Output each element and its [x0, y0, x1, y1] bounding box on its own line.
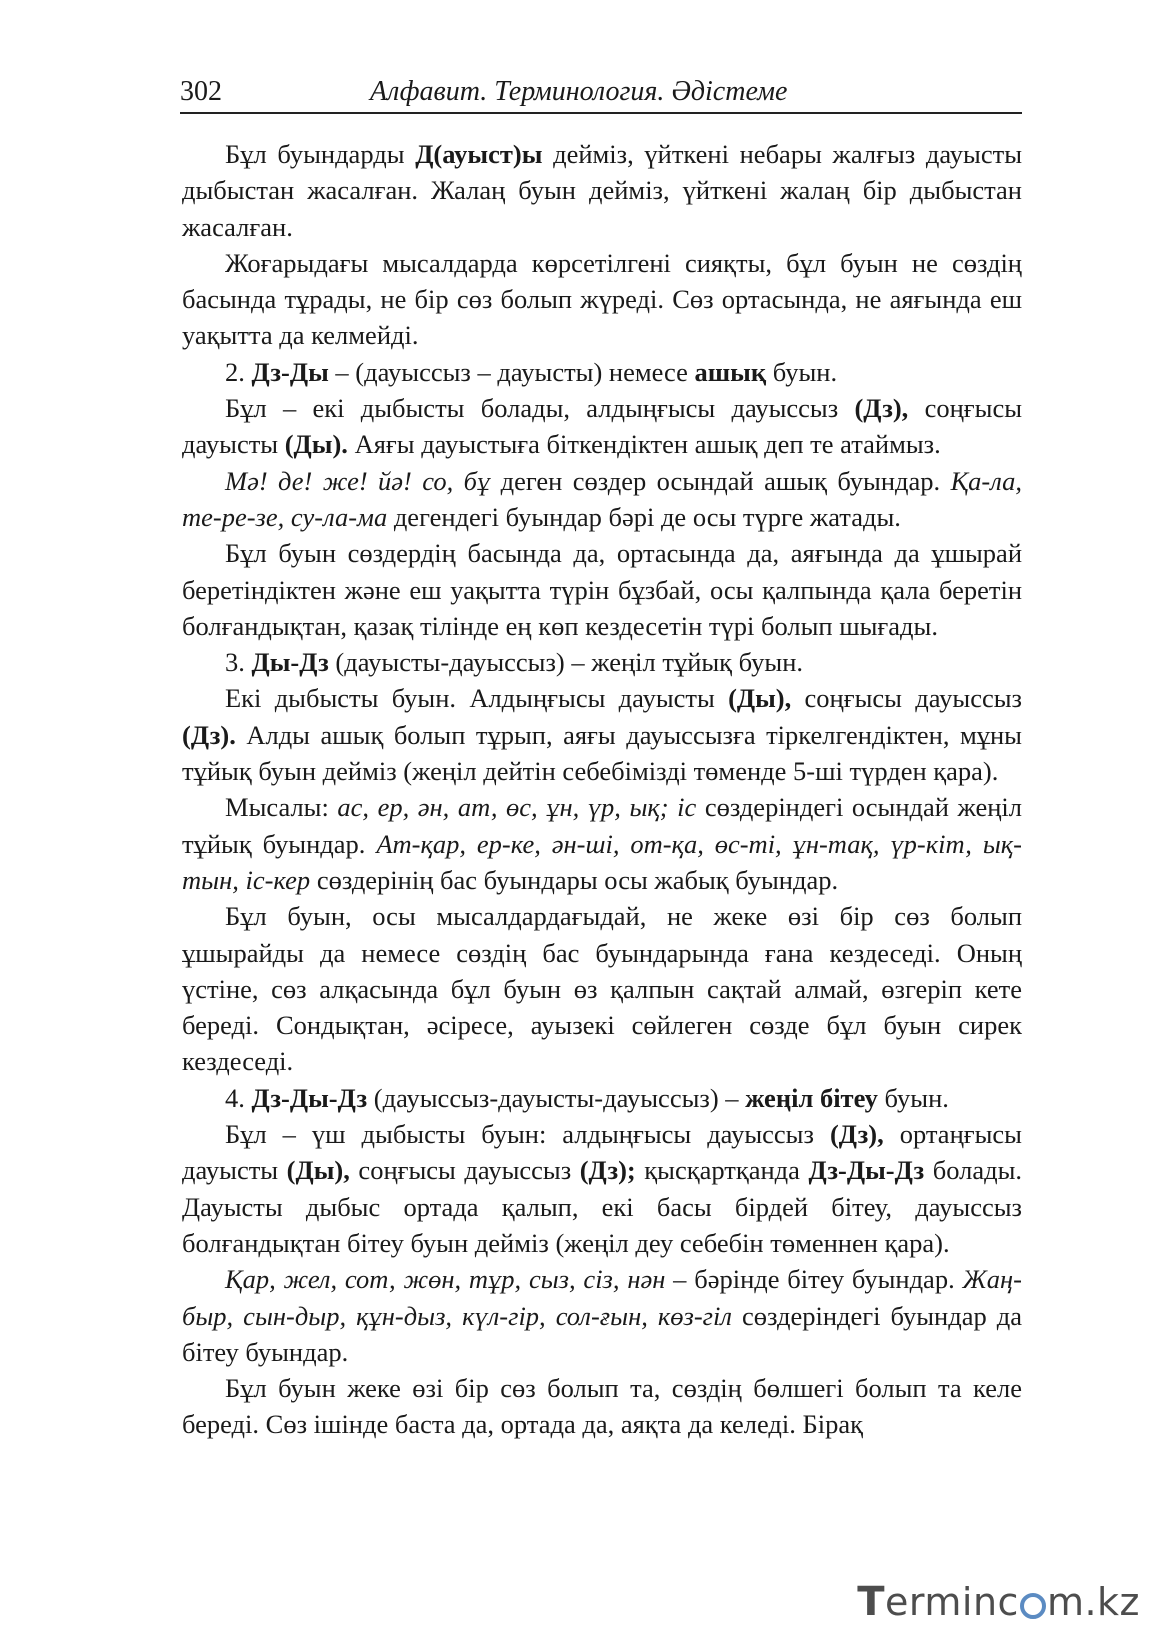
paragraph: [182, 245, 1022, 354]
text-run: Екі дыбысты буын. Алдыңғысы дауысты: [225, 683, 729, 714]
text-run: деген сөздер осындай ашық буындар.: [490, 465, 951, 496]
watermark-initial: T: [857, 1579, 886, 1625]
text-run: – (дауыссыз – дауысты) немесе: [328, 356, 695, 387]
bold-term: ашық: [694, 356, 767, 387]
watermark-text-suffix: m.kz: [1046, 1580, 1140, 1624]
text-run: Бұл буындарды: [225, 139, 416, 169]
text-run: болады. Дауысты дыбыс ортада қалып, екі басы бірдей бітеу, дауыссыз болғандықтан бітеу буын дейміз (жеңіл деу себебін төменнен қара).: [182, 1155, 1022, 1258]
bold-term: Дз-Ды-Дз: [251, 1082, 368, 1113]
paragraph: [182, 136, 1022, 245]
paragraph: [182, 354, 1022, 390]
bold-term: Дз-Ды: [251, 356, 329, 387]
text-run: ортаңғысы дауысты: [182, 1119, 1022, 1186]
text-run: соңғысы дауыссыз: [349, 1155, 580, 1186]
text-run: буын.: [766, 356, 838, 387]
bold-term: (Дз),: [854, 393, 909, 424]
running-title: Алфавит. Терминология. Әдістеме: [370, 76, 788, 107]
text-run: бәрінде бітеу буындар.: [686, 1264, 963, 1295]
page-number: 302: [180, 76, 222, 107]
paragraph: [182, 1370, 1022, 1443]
text-run: (дауыссыз-дауысты-дауыссыз) –: [367, 1082, 746, 1113]
text-run: Бұл – екі дыбысты болады, алдыңғысы дауыссыз: [225, 393, 855, 424]
italic-example: Жаң-быр, сын-дыр, құн-дыз, күл-гір, сол-ғын, көз-гіл: [182, 1264, 1022, 1331]
text-run: Аяғы дауыстыға біткендіктен ашық деп те атаймыз.: [347, 429, 941, 460]
text-run: сөздеріндегі буындар да бітеу буындар.: [182, 1300, 1022, 1367]
paragraph: [182, 898, 1022, 1079]
text-run: дегендегі буындар бәрі де осы түрге жатады.: [387, 501, 901, 532]
italic-example: Қа-ла, те-ре-зе, су-ла-ма: [182, 465, 1022, 532]
body-text: [182, 136, 1022, 1443]
bold-term: (Дз);: [579, 1155, 636, 1186]
bold-term: (Ды),: [728, 683, 792, 714]
paragraph: [182, 1116, 1022, 1261]
paragraph: [182, 680, 1022, 789]
text-run: Жоғарыдағы мысалдарда көрсетілгені сияқты, бұл буын не сөздің басында тұрады, не бір сөз болып жүреді. Сөз ортасында, не аяғында еш уақытта да келмейді.: [182, 247, 1022, 351]
paragraph: [182, 1261, 1022, 1370]
text-run: Бұл буын жеке өзі бір сөз болып та, сөздің бөлшегі болып та келе береді. Сөз ішінде баста да, ортада да, аяқта да келеді. Бірақ: [182, 1373, 1022, 1440]
watermark-text-mid: erminc: [885, 1580, 1019, 1624]
bold-term: Д(ауыст)ы: [415, 139, 543, 169]
paragraph: [182, 644, 1022, 680]
paragraph: [182, 1080, 1022, 1116]
bold-term: жеңіл бітеу: [745, 1082, 878, 1113]
bold-term: Ды-Дз: [251, 647, 329, 678]
text-run: соңғысы дауыссыз: [791, 683, 1023, 714]
watermark-ring-icon: [1020, 1593, 1046, 1619]
page-header: [180, 76, 1022, 114]
paragraph: [182, 463, 1022, 536]
text-run: сөздерінің бас буындары осы жабық буындар.: [310, 864, 839, 895]
text-run: 3.: [225, 647, 252, 678]
italic-example: ас, ер, ән, ат, өс, ұн, үр, ық; іс: [337, 792, 697, 823]
paragraph: [182, 535, 1022, 644]
bold-term: (Ды).: [284, 429, 348, 460]
text-run: Бұл буын сөздердің басында да, ортасында да, аяғында да ұшырай беретіндіктен және еш уақытта түрін бұзбай, осы қалпында қала беретін болғандықтан, қазақ тілінде ең көп кездесетін түрі болып шығады.: [182, 538, 1022, 641]
paragraph: [182, 390, 1022, 463]
text-run: (дауысты-дауыссыз) – жеңіл тұйық буын.: [328, 647, 804, 678]
text-run: Бұл – үш дыбысты буын: алдыңғысы дауыссыз: [225, 1119, 830, 1150]
italic-example: Мә! де! же! йә! со, бұ: [225, 465, 491, 496]
bold-term: (Ды),: [286, 1155, 350, 1186]
paragraph: [182, 789, 1022, 898]
watermark: [857, 1579, 1140, 1625]
text-run: қысқартқанда: [635, 1155, 809, 1186]
text-run: соңғысы дауысты: [182, 393, 1023, 460]
text-run: буын.: [877, 1082, 949, 1113]
bold-term: Дз-Ды-Дз: [808, 1155, 925, 1186]
text-run: Мысалы:: [225, 792, 338, 823]
text-run: сөздеріндегі осындай жеңіл тұйық буындар.: [182, 792, 1022, 859]
bold-term: (Дз),: [829, 1119, 884, 1150]
text-run: 2.: [225, 356, 252, 387]
text-run: дейміз, үйткені небары жалғыз дауысты дыбыстан жасалған. Жалаң буын дейміз, үйткені жалаң бір дыбыстан жасалған.: [182, 139, 1022, 242]
bold-term: (Дз).: [182, 719, 236, 750]
italic-example: Қар, жел, сот, жөн, тұр, сыз, сіз, нән –: [225, 1264, 687, 1295]
italic-example: Ат-қар, ер-ке, ән-ші, от-қа, өс-ті, ұн-тақ, үр-кіт, ық-тын, іс-кер: [182, 828, 1022, 895]
text-run: Бұл буын, осы мысалдардағыдай, не жеке өзі бір сөз болып ұшырайды да немесе сөздің бас буындарында ғана кездеседі. Оның үстіне, сөз алқасында бұл буын өз қалпын сақтай алмай, өзгеріп кете береді. Сондықтан, әсіресе, ауызекі сөйлеген сөзде бұл буын сирек кездеседі.: [182, 901, 1022, 1077]
text-run: Алды ашық болып тұрып, аяғы дауыссызға тіркелгендіктен, мұны тұйық буын дейміз (жеңіл дейтін себебімізді төменде 5-ші түрден қара).: [182, 719, 1022, 787]
text-run: 4.: [225, 1082, 252, 1113]
